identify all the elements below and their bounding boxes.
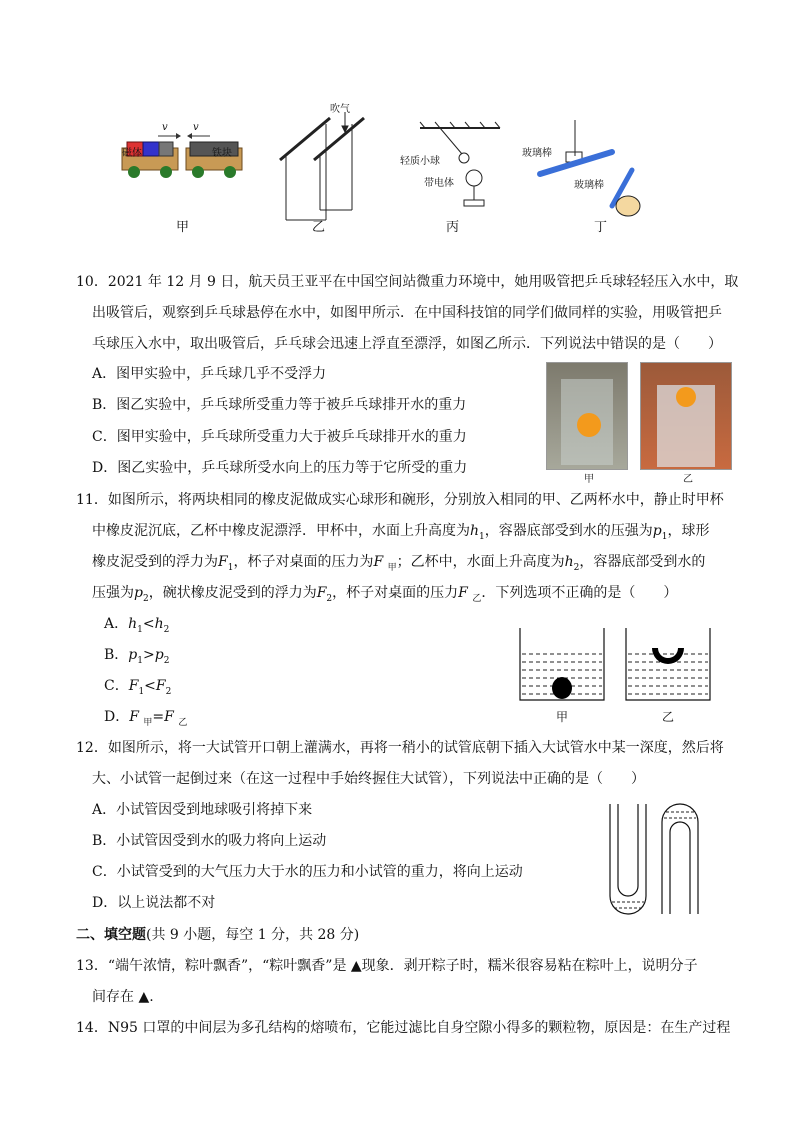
q11-line-3-text-d: ，容器底部受到水的 [579, 554, 706, 570]
label-blow: 吹气 [330, 104, 350, 115]
paper-sheets-drawing [280, 112, 364, 220]
q12-line-2: 大、小试管一起倒过来（在这一过程中手始终握住大试管），下列说法中正确的是（ ） [92, 771, 645, 787]
q11-beakers-drawing [516, 624, 716, 704]
q11-line-3 [92, 552, 705, 578]
section-2-title: 二、填空题 [76, 927, 146, 943]
q14-line-1: 14．N95 口罩的中间层为多孔结构的熔喷布，它能过滤比自身空隙小得多的颗粒物，原因是：在生产过程 [76, 1020, 731, 1036]
q10-option-c: C．图甲实验中，乒乓球所受重力大于被乒乓球排开水的重力 [92, 429, 467, 445]
sub-jia: 甲 [143, 717, 153, 728]
q10-photo-caption-jia: 甲 [584, 474, 594, 485]
q13-line-1: 13．“端午浓情，粽叶飘香”，“粽叶飘香”是 ▲现象．剥开粽子时，糯米很容易粘在粽叶上，说明分子 [76, 958, 698, 974]
label-charged-body: 带电体 [424, 178, 454, 189]
q11-option-c-label: C． [104, 678, 129, 694]
sub-1: 1 [137, 655, 143, 666]
q11-line-2-text-b: ，容器底部受到水的压强为 [484, 523, 653, 539]
q12-test-tubes-drawing [604, 802, 704, 916]
q10-photo-yi [640, 362, 732, 470]
caption-yi: 乙 [312, 220, 326, 235]
sym-lt: < [144, 678, 156, 694]
sub-yi: 乙 [178, 717, 188, 728]
sub-2: 2 [142, 593, 149, 604]
q11-line-3-text-c: ；乙杯中，水面上升高度为 [396, 554, 565, 570]
q11-line-4-text: 压强为 [92, 585, 134, 601]
q11-line-4-text-c: ，杯子对桌面的压力 [332, 585, 459, 601]
sym-F: F [458, 585, 468, 601]
sym-eq: = [152, 709, 165, 725]
q11-line-4 [92, 583, 677, 609]
section-2-heading [76, 925, 359, 945]
q12-line-1: 12．如图所示，将一大试管开口朝上灌满水，再将一稍小的试管底朝下插入大试管水中某一深度，然后将 [76, 740, 724, 756]
sym-F: F [129, 709, 139, 725]
q10-photo-caption-yi: 乙 [683, 474, 693, 485]
sub-2: 2 [163, 624, 170, 635]
sub-1: 1 [661, 531, 668, 542]
q11-line-3-text-b: ，杯子对桌面的压力为 [233, 554, 374, 570]
sym-h: h [564, 554, 574, 570]
q12-option-b: B．小试管因受到水的吸力将向上运动 [92, 833, 327, 849]
q11-beaker-caption-yi: 乙 [662, 710, 675, 724]
q11-line-2-text: 中橡皮泥沉底，乙杯中橡皮泥漂浮．甲杯中，水面上升高度为 [92, 523, 470, 539]
sym-h: h [470, 523, 480, 539]
sym-F: F [316, 585, 327, 601]
label-iron: 铁块 [212, 148, 232, 159]
sym-h: h [154, 616, 164, 632]
sub-2: 2 [165, 686, 172, 697]
q10-photo-jia-drawing [547, 363, 627, 469]
sub-2: 2 [163, 655, 170, 666]
sub-2: 2 [573, 562, 580, 573]
caption-ding: 丁 [594, 220, 608, 235]
q10-option-b: B．图乙实验中，乒乓球所受重力等于被乒乓球排开水的重力 [92, 397, 467, 413]
sym-F: F [164, 709, 174, 725]
glass-rods-drawing [540, 120, 640, 216]
sub-1: 1 [138, 686, 145, 697]
q11-option-b-label: B． [104, 647, 129, 663]
sym-F: F [218, 554, 228, 570]
q11-line-1: 11．如图所示，将两块相同的橡皮泥做成实心球形和碗形，分别放入相同的甲、乙两杯水中，静止时甲杯 [76, 492, 724, 508]
q10-line-2: 出吸管后，观察到乒乓球悬停在水中，如图甲所示．在中国科技馆的同学们做同样的实验，用吸管把乒 [92, 305, 722, 321]
sym-p: p [128, 647, 138, 663]
sym-p: p [652, 523, 662, 539]
q10-option-a: A．图甲实验中，乒乓球几乎不受浮力 [92, 366, 327, 382]
sym-F: F [373, 554, 384, 570]
q11-option-c [104, 676, 171, 702]
caption-bing: 丙 [446, 220, 460, 235]
figure-top [0, 90, 794, 240]
q11-line-2 [92, 521, 709, 547]
q11-option-d [104, 707, 187, 733]
sym-lt: < [142, 616, 155, 632]
sub-1: 1 [479, 531, 485, 542]
label-glass-rod-1: 玻璃棒 [522, 148, 552, 159]
q11-line-3-text: 橡皮泥受到的浮力为 [92, 554, 218, 570]
q11-beaker-caption-jia: 甲 [556, 710, 569, 724]
q10-line-1: 10．2021 年 12 月 9 日，航天员王亚平在中国空间站微重力环境中，她用吸管把乒乓球轻轻压入水中，取 [76, 274, 739, 290]
q11-option-b [104, 645, 169, 671]
label-magnet: 磁体 [122, 148, 142, 159]
q11-option-a [104, 614, 169, 640]
section-2-detail: (共 9 小题，每空 1 分，共 28 分) [146, 927, 360, 943]
sub-1: 1 [227, 562, 234, 573]
sym-p: p [154, 647, 164, 663]
sub-yi: 乙 [472, 593, 482, 604]
q13-line-2: 间存在 ▲. [92, 989, 154, 1005]
q10-photo-yi-drawing [641, 363, 731, 469]
label-glass-rod-2: 玻璃棒 [574, 180, 604, 191]
sym-p: p [134, 585, 143, 601]
q10-photo-jia [546, 362, 628, 470]
figure-top-drawings [0, 90, 794, 240]
q12-option-a: A．小试管因受到地球吸引将掉下来 [92, 802, 313, 818]
q10-option-d: D．图乙实验中，乒乓球所受水向上的压力等于它所受的重力 [92, 460, 468, 476]
caption-jia: 甲 [176, 220, 190, 235]
label-light-ball: 轻质小球 [400, 156, 440, 167]
q12-test-tubes-figure [604, 802, 704, 916]
q11-beakers-figure [516, 624, 716, 730]
label-v1: v [162, 122, 168, 133]
q12-option-d: D．以上说法都不对 [92, 895, 216, 911]
sym-gt: > [143, 647, 155, 663]
q11-option-d-label: D． [104, 709, 130, 725]
q11-line-2-text-c: ，球形 [667, 523, 710, 539]
sym-h: h [128, 616, 138, 632]
sub-jia: 甲 [387, 562, 397, 573]
label-v2: v [193, 122, 199, 133]
sym-F: F [128, 678, 139, 694]
q11-option-a-label: A． [104, 616, 129, 632]
sub-2: 2 [326, 593, 333, 604]
sub-1: 1 [137, 624, 143, 635]
sym-F: F [155, 678, 166, 694]
q11-line-4-text-b: ，碗状橡皮泥受到的浮力为 [148, 585, 317, 601]
q10-line-3: 乓球压入水中，取出吸管后，乒乓球会迅速上浮直至漂浮，如图乙所示．下列说法中错误的是（ ） [92, 336, 722, 352]
q11-line-4-text-d: ．下列选项不正确的是（ ） [481, 585, 678, 601]
q12-option-c: C．小试管受到的大气压力大于水的压力和小试管的重力，将向上运动 [92, 864, 523, 880]
